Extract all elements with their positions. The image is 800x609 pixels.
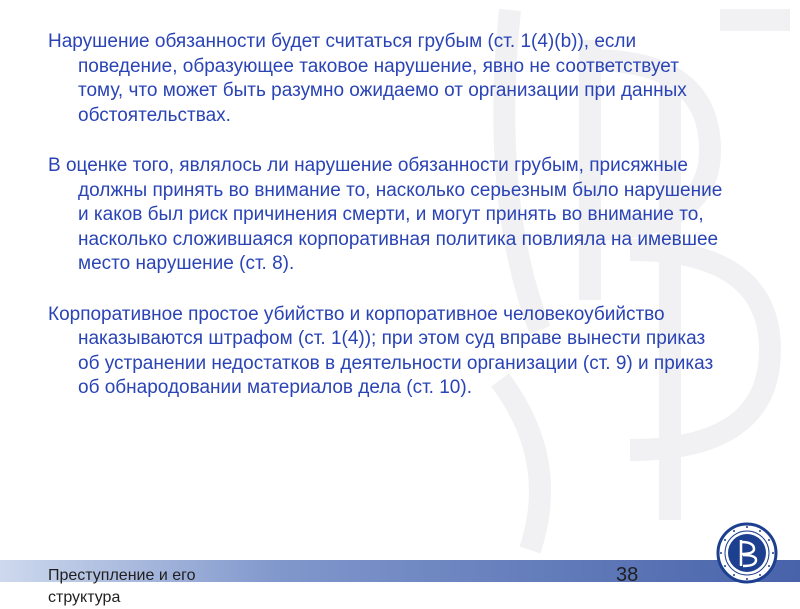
- footer-title: Преступление и его структура: [48, 567, 196, 606]
- paragraph-gross-breach-definition: Нарушение обязанности будет считаться грубым (ст. 1(4)(b)), если поведение, образующее таковое нарушение, явно не соответствует тому, что может быть разумно ожидаемо от организации при данных обстоятельствах.: [48, 31, 687, 126]
- paragraph-jury-assessment: В оценке того, являлось ли нарушение обязанности грубым, присяжные должны принять во внимание то, насколько серьезным было нарушение и каков был риск причинения смерти, и могут принять во внимание то, насколько сложившаяся корпоративная политика повлияла на имевшее место нарушение (ст. 8).: [48, 155, 723, 274]
- slide-body: [48, 30, 728, 427]
- university-logo: [716, 522, 778, 584]
- paragraph-penalties: Корпоративное простое убийство и корпоративное человекоубийство наказываются штрафом (ст. 1(4)); при этом суд вправе вынести приказ об устранении недостатков в деятельности организации (ст. 9) и приказ об обнародовании материалов дела (ст. 10).: [48, 303, 714, 398]
- page-number: 38: [616, 564, 639, 586]
